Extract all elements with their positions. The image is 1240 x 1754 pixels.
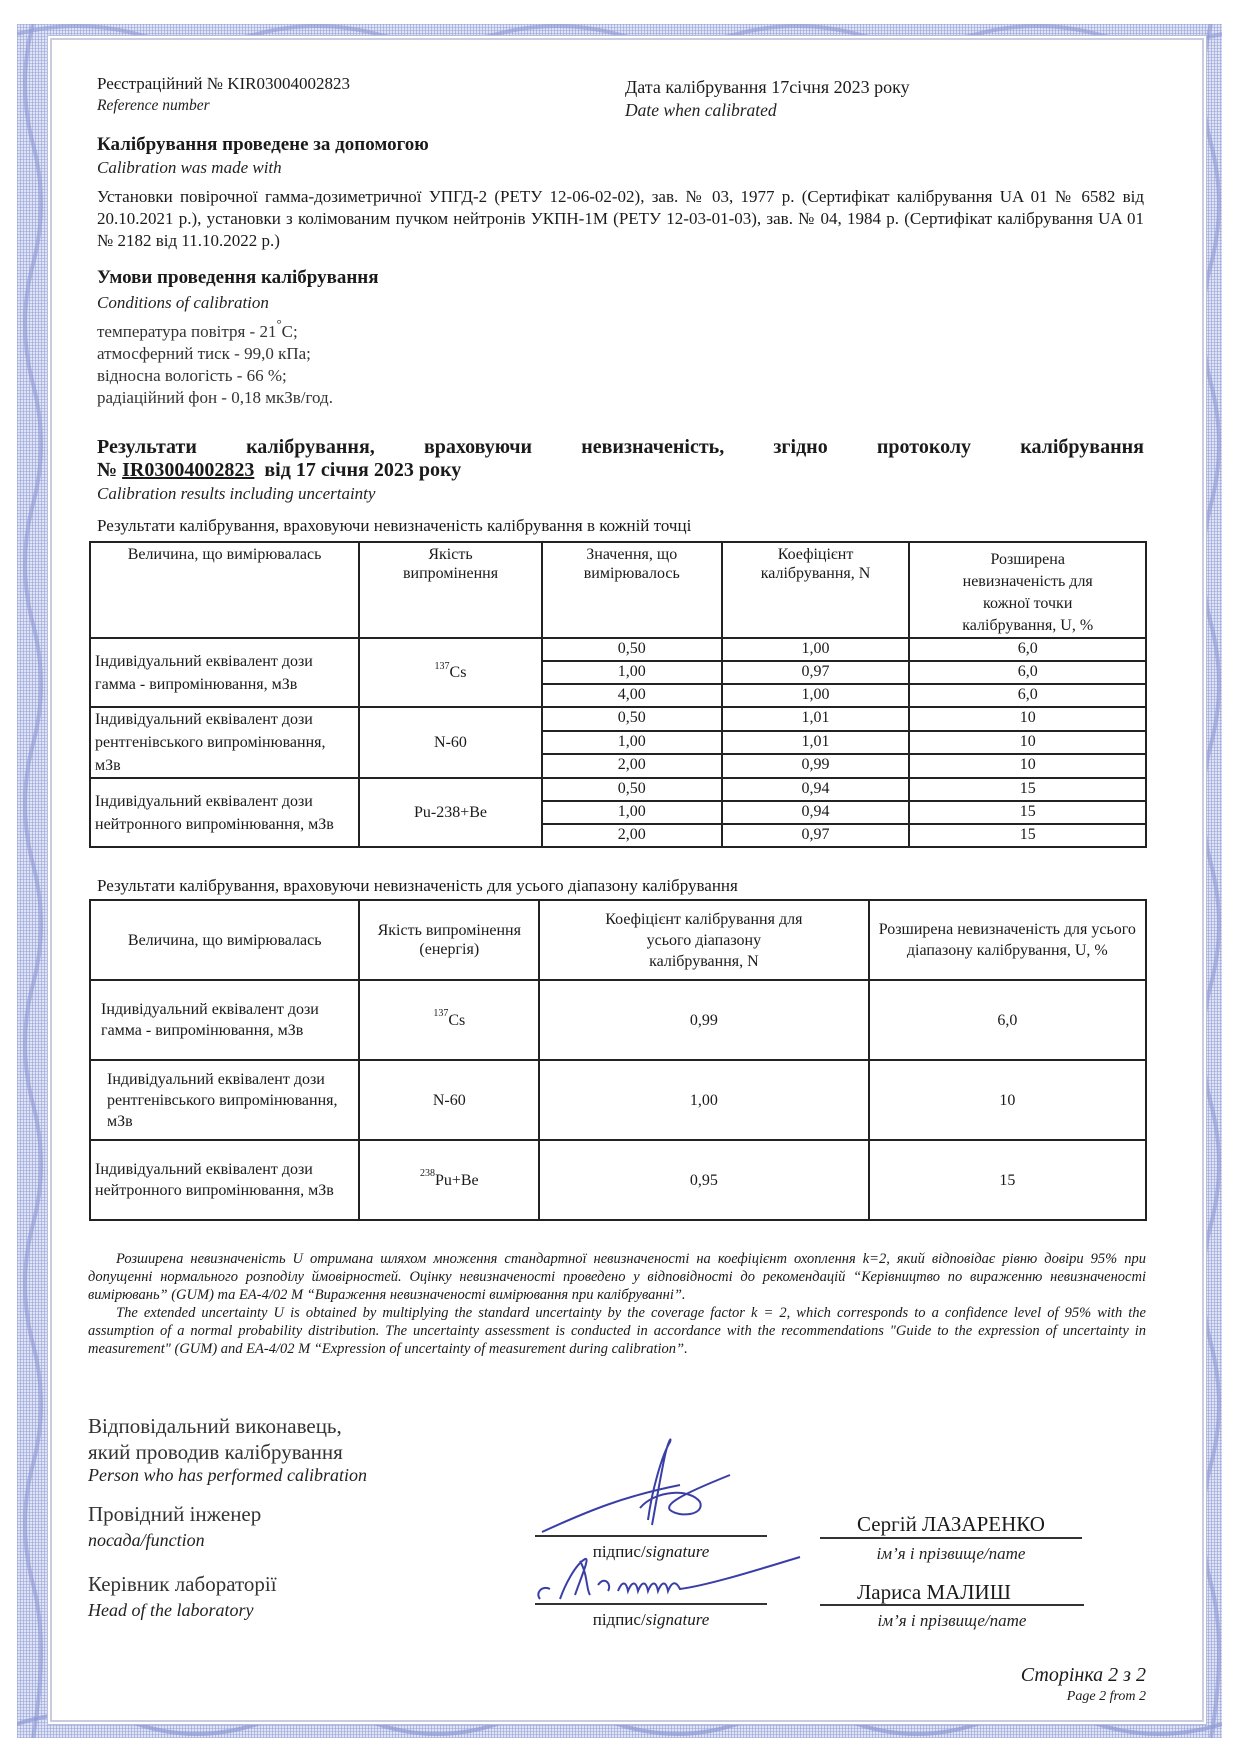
quantity-cell: Індивідуальний еквівалент дози гамма - випромінювання, мЗв (90, 980, 359, 1060)
coefficient-cell: 1,00 (722, 638, 910, 661)
engineer-role-en: посада/function (88, 1530, 205, 1550)
uncertainty-cell: 6,0 (909, 638, 1146, 661)
coefficient-cell: 0,97 (722, 824, 910, 847)
head-role-en: Head of the laboratory (88, 1600, 254, 1620)
uncertainty-cell: 15 (909, 778, 1146, 801)
coefficient-cell: 0,99 (722, 754, 910, 778)
engineer-signature-icon (530, 1430, 760, 1540)
uncertainty-cell: 15 (909, 824, 1146, 847)
table-row (90, 1140, 1146, 1220)
uncertainty-cell: 15 (909, 801, 1146, 824)
condition-background: радіаційний фон - 0,18 мкЗв/год. (97, 388, 333, 407)
coefficient-cell: 1,01 (722, 707, 910, 731)
value-cell: 1,00 (542, 661, 722, 684)
page-number: Сторінка 2 з 2 (1020, 1664, 1146, 1686)
engineer-name: Сергій ЛАЗАРЕНКО (857, 1512, 1045, 1536)
engineer-signature-caption: підпис/signature (592, 1542, 710, 1561)
table1-caption: Результати калібрування, враховуючи невизначеність калібрування в кожній точці (97, 516, 692, 535)
uncertainty-cell: 6,0 (869, 980, 1146, 1060)
uncertainty-cell: 6,0 (909, 661, 1146, 684)
value-cell: 0,50 (542, 638, 722, 661)
calibration-date: Дата калібрування 17січня 2023 року (625, 77, 910, 97)
coefficient-cell: 0,94 (722, 778, 910, 801)
table-row (90, 778, 1146, 801)
table-row (90, 638, 1146, 661)
condition-pressure: атмосферний тиск - 99,0 кПа; (97, 344, 311, 363)
coefficient-cell: 0,94 (722, 801, 910, 824)
value-cell: 2,00 (542, 824, 722, 847)
quantity-cell: Індивідуальний еквівалент дози рентгенівського випромінювання, мЗв (90, 707, 359, 778)
protocol-reference: № IR03004002823 від 17 січня 2023 року (97, 459, 462, 481)
conditions-title-en: Conditions of calibration (97, 293, 269, 312)
table-header-row (90, 542, 1146, 638)
coefficient-cell: 1,00 (722, 684, 910, 707)
table-row (90, 980, 1146, 1060)
conditions-list (97, 316, 333, 409)
quantity-cell: Індивідуальний еквівалент дози нейтронного випромінювання, мЗв (90, 778, 359, 847)
head-role: Керівник лабораторії (88, 1572, 277, 1596)
col-header-value: Значення, що вимірювалось (542, 542, 722, 638)
quantity-cell: Індивідуальний еквівалент дози нейтронного випромінювання, мЗв (90, 1140, 359, 1220)
value-cell: 0,50 (542, 778, 722, 801)
protocol-number: IR03004002823 (122, 459, 255, 481)
table-header-row (90, 900, 1146, 980)
coefficient-cell: 1,01 (722, 731, 910, 755)
page-number-en: Page 2 from 2 (1066, 1689, 1146, 1704)
head-signature-line (535, 1603, 767, 1605)
condition-humidity: відносна вологість - 66 %; (97, 366, 287, 385)
table-row (90, 707, 1146, 731)
head-name-caption: ім’я і прізвище/name (877, 1611, 1027, 1630)
quality-cell: Pu-238+Be (359, 778, 542, 847)
equipment-title: Калібрування проведене за допомогою (97, 134, 429, 155)
col-header-uncertainty: Розширена невизначеність для кожної точки калібрування, U, % (909, 542, 1146, 638)
value-cell: 1,00 (542, 801, 722, 824)
col-header-quantity: Величина, що вимірювалась (90, 542, 359, 638)
uncertainty-cell: 10 (869, 1060, 1146, 1140)
results-title-en: Calibration results including uncertainty (97, 484, 376, 503)
coefficient-cell: 0,99 (539, 980, 869, 1060)
uncertainty-notes (88, 1250, 1146, 1358)
value-cell: 0,50 (542, 707, 722, 731)
quantity-cell: Індивідуальний еквівалент дози гамма - випромінювання, мЗв (90, 638, 359, 707)
note-uk: Розширена невизначеність U отримана шляхом множення стандартної невизначеності на коефіцієнт охоплення k=2, який відповідає рівню довіри 95% при допущенні нормального розподілу ймовірностей. Оцінку невизначеності проведено у відповідності до рекомендацій “Керівництво по вираженню невизначеності вимірювань” (GUM) та EA-4/02 M “Вираження невизначеності вимірювання при калібруванні”. (88, 1251, 1146, 1303)
head-name-line (820, 1604, 1084, 1606)
value-cell: 4,00 (542, 684, 722, 707)
uncertainty-cell: 6,0 (909, 684, 1146, 707)
engineer-role: Провідний інженер (88, 1502, 262, 1526)
per-point-results-table (89, 541, 1147, 848)
calibration-date-en: Date when calibrated (625, 100, 777, 120)
col-header-uncertainty: Розширена невизначеність для усього діапазону калібрування, U, % (869, 900, 1146, 980)
col-header-quantity: Величина, що вимірювалась (90, 900, 359, 980)
quality-cell: $^{137}$Cs (359, 638, 542, 707)
reference-number: Реєстраційний № KIR03004002823 (97, 74, 351, 93)
col-header-coefficient: Коефіцієнт калібрування, N (722, 542, 910, 638)
coefficient-cell: 1,00 (539, 1060, 869, 1140)
conditions-title: Умови проведення калібрування (97, 267, 379, 288)
engineer-name-line (820, 1537, 1082, 1539)
responsible-label: Відповідальний виконавець, який проводив калібрування (88, 1414, 343, 1464)
engineer-name-caption: ім’я і прізвище/name (876, 1544, 1026, 1563)
table-row (90, 1060, 1146, 1140)
col-header-quality: Якість випромінення (359, 542, 542, 638)
uncertainty-cell: 10 (909, 754, 1146, 778)
quality-cell: N-60 (359, 707, 542, 778)
value-cell: 2,00 (542, 754, 722, 778)
col-header-quality: Якість випромінення (енергія) (359, 900, 539, 980)
head-signature-icon (530, 1555, 820, 1605)
quality-cell: $^{238}$Pu+Be (359, 1140, 539, 1220)
table2-caption: Результати калібрування, враховуючи невизначеність для усього діапазону калібрування (97, 876, 738, 895)
uncertainty-cell: 10 (909, 731, 1146, 755)
coefficient-cell: 0,95 (539, 1140, 869, 1220)
responsible-label-en: Person who has performed calibration (88, 1465, 367, 1485)
coefficient-cell: 0,97 (722, 661, 910, 684)
uncertainty-cell: 15 (869, 1140, 1146, 1220)
quality-cell: $^{137}$Cs (359, 980, 539, 1060)
condition-temperature: температура повітря - 21°C; (97, 316, 298, 341)
note-en: The extended uncertainty U is obtained by multiplying the standard uncertainty by the coverage factor k = 2, which corresponds to a confidence level of 95% with the assumption of a normal probability distribution. The uncertainty assessment is conducted in accordance with the recommendations "Guide to the expression of uncertainty in measurement" (GUM) and EA-4/02 M “Expression of uncertainty of measurement during calibration”. (88, 1305, 1146, 1357)
col-header-coefficient: Коефіцієнт калібрування для усього діапазону калібрування, N (539, 900, 869, 980)
uncertainty-cell: 10 (909, 707, 1146, 731)
quality-cell: N-60 (359, 1060, 539, 1140)
equipment-title-en: Calibration was made with (97, 158, 282, 177)
results-title: Результати калібрування, враховуючи невизначеність, згідно протоколу калібрування (97, 436, 1144, 458)
quantity-cell: Індивідуальний еквівалент дози рентгенівського випромінювання, мЗв (90, 1060, 359, 1140)
engineer-signature-line (535, 1535, 767, 1537)
head-signature-caption: підпис/signature (592, 1610, 710, 1629)
equipment-description: Установки повірочної гамма-дозиметричної УПГД-2 (РЕТУ 12-06-02-02), зав. № 03, 1977 р. (Сертифікат калібрування UA 01 № 6582 від 20.10.2021 р.), установки з колімованим пучком нейтронів УКПН-1М (РЕТУ 12-03-01-03), зав. № 04, 1984 р. (Сертифікат калібрування UA 01 № 2182 від 11.10.2022 р.) (97, 187, 1144, 250)
head-name: Лариса МАЛИШ (857, 1580, 1011, 1604)
full-range-results-table (89, 899, 1147, 1221)
reference-number-en: Reference number (97, 97, 210, 114)
value-cell: 1,00 (542, 731, 722, 755)
